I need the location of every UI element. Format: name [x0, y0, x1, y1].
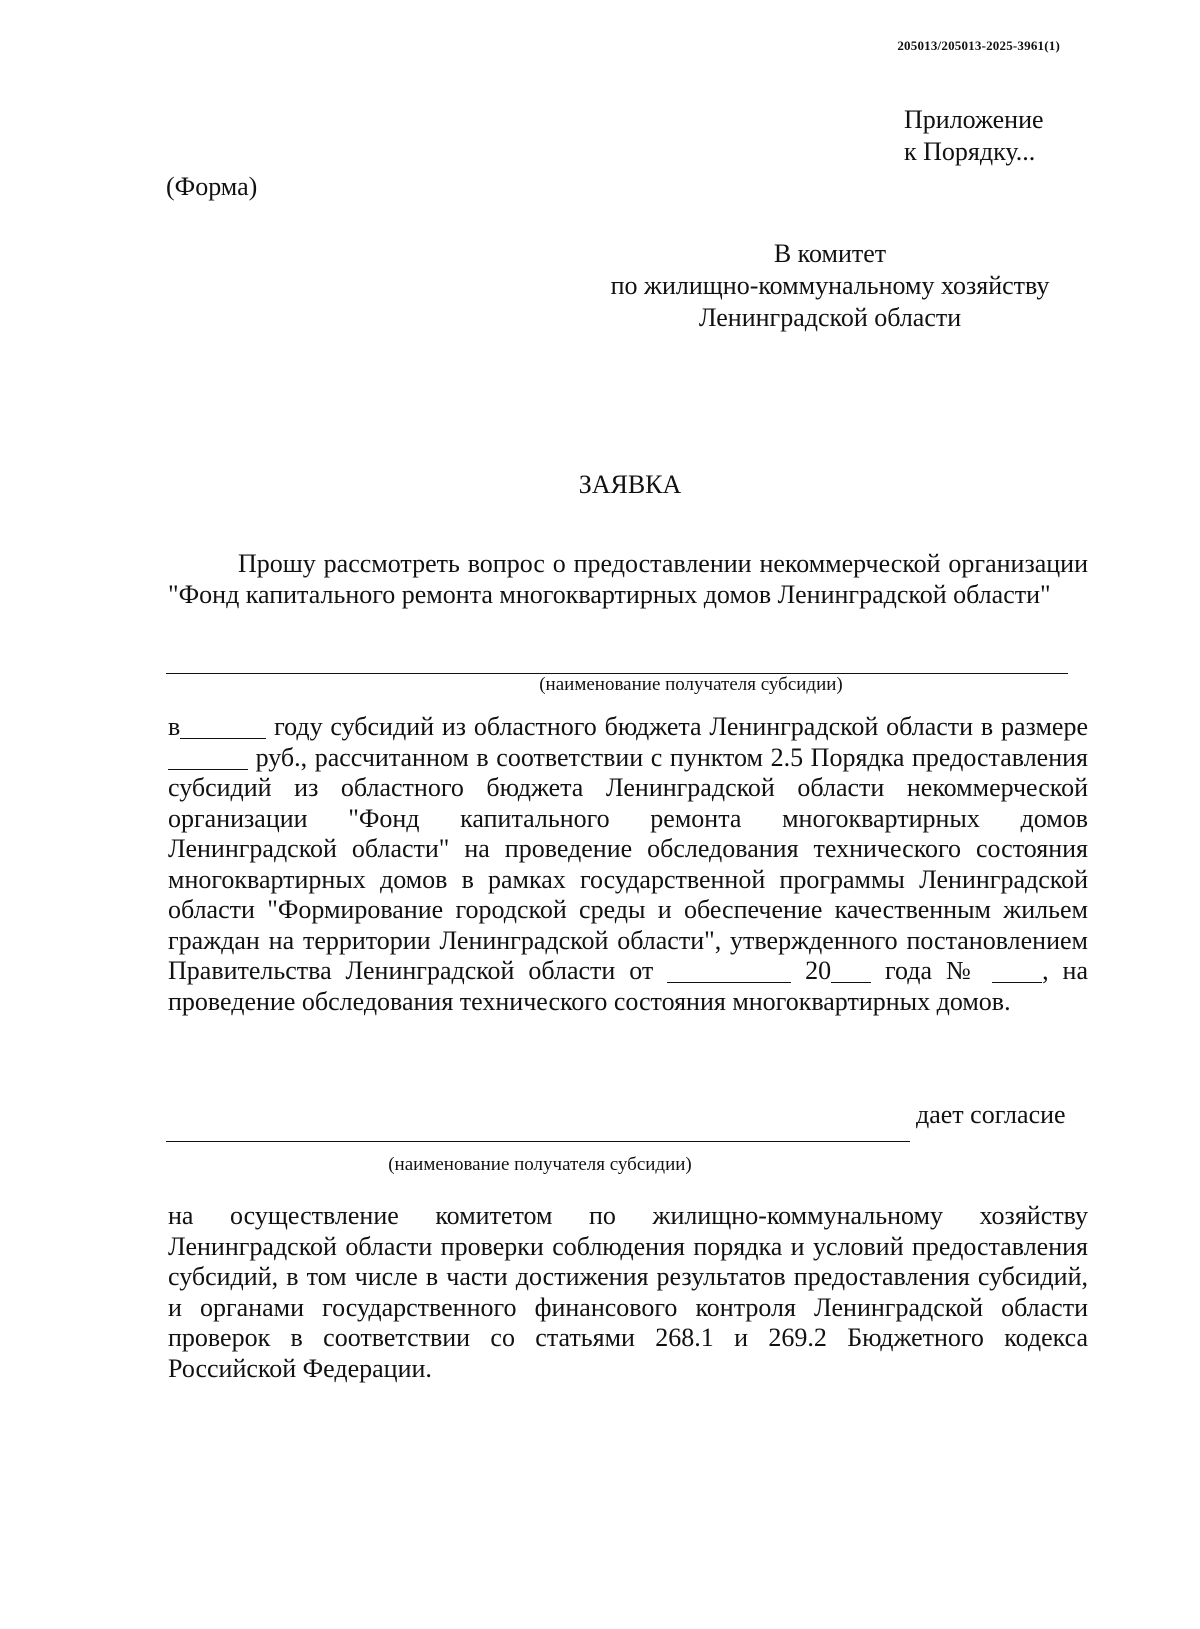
- subsidy-text-2: году субсидий из областного бюджета Ленинградской области в размере: [266, 712, 1088, 741]
- document-number: 205013/205013-2025-3961(1): [897, 38, 1060, 53]
- date-blank[interactable]: [667, 956, 791, 983]
- addressee-block: [560, 238, 1100, 334]
- number-blank[interactable]: [992, 956, 1042, 983]
- subsidy-text-1: в: [168, 712, 181, 741]
- year-suffix-blank[interactable]: [831, 956, 871, 983]
- request-text: Прошу рассмотреть вопрос о предоставлении некоммерческой организации "Фонд капитального ремонта многоквартирных домов Ленинградской области": [168, 549, 1088, 609]
- subsidy-paragraph: [168, 712, 1088, 1017]
- appendix-line-1: Приложение: [904, 105, 1044, 134]
- addressee-line-1: В комитет: [773, 239, 887, 268]
- recipient-name-caption-2: (наименование получателя субсидии): [388, 1154, 692, 1175]
- subsidy-text-4: 20: [791, 956, 832, 985]
- addressee-line-3: Ленинградской области: [698, 303, 962, 332]
- form-label: (Форма): [166, 172, 258, 201]
- year-blank[interactable]: [180, 712, 266, 739]
- appendix-reference: [904, 104, 1044, 168]
- subsidy-text-5: года №: [871, 956, 979, 985]
- document-title: ЗАЯВКА: [578, 470, 682, 499]
- consent-paragraph: на осуществление комитетом по жилищно-коммунальному хозяйству Ленинградской области проверки соблюдения порядка и условий предоставления субсидий, в том числе в части достижения результатов предоставления субсидий, и органами государственного финансового контроля Ленинградской области проверок в соответствии со статьями 268.1 и 269.2 Бюджетного кодекса Российской Федерации.: [168, 1201, 1088, 1383]
- addressee-line-2: по жилищно-коммунальному хозяйству: [610, 271, 1050, 300]
- appendix-line-2: к Порядку...: [904, 137, 1036, 166]
- recipient-name-line-2[interactable]: [166, 1141, 910, 1142]
- subsidy-text-3: руб., рассчитанном в соответствии с пунктом 2.5 Порядка предоставления субсидий из областного бюджета Ленинградской области некоммерческой организации "Фонд капитального ремонта многоквартирных домов Ленинградской области" на проведение обследования технического состояния многоквартирных домов в рамках государственной программы Ленинградской области "Формирование городской среды и обеспечение качественным жильем граждан на территории Ленинградской области", утвержденного постановлением Правительства Ленинградской области от: [168, 742, 1088, 985]
- request-paragraph: [168, 549, 1088, 610]
- amount-blank[interactable]: [168, 743, 248, 770]
- consent-label: дает согласие: [916, 1100, 1066, 1129]
- subsidy-text-6: , на проведение обследования технического состояния многоквартирных домов.: [168, 956, 1088, 1016]
- recipient-name-caption-1: (наименование получателя субсидии): [539, 674, 843, 695]
